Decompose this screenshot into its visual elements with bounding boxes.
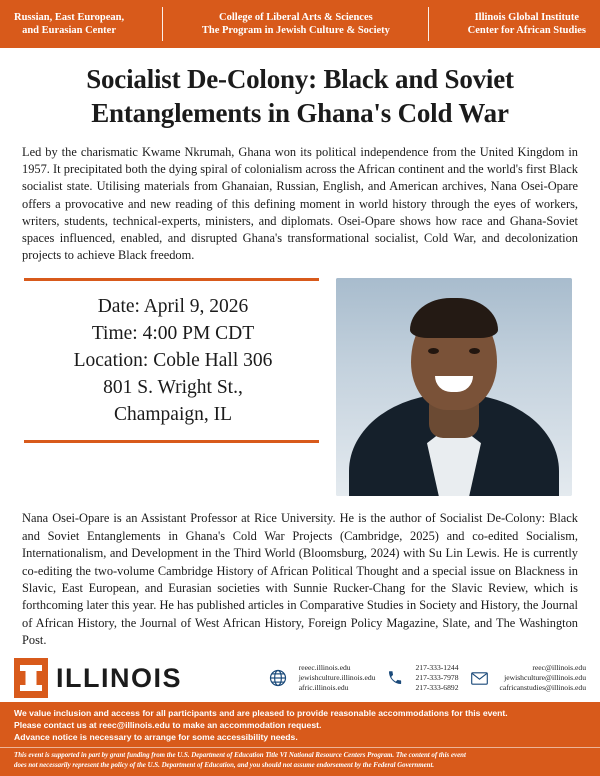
header-unit-reeec-line1: Russian, East European, [14,12,125,23]
page-title: Socialist De-Colony: Black and Soviet Entanglements in Ghana's Cold War [86,64,514,128]
footer-phone-3: 217-333-6892 [415,683,459,693]
header-divider-left [162,7,163,41]
footer-email-3[interactable]: cafricanstudies@illinois.edu [499,683,586,693]
footer-websites [299,663,376,693]
accessibility-line-3: Advance notice is necessary to arrange for some accessibility needs. [14,731,298,742]
event-detail-lines [22,293,324,428]
accessibility-line-1: We value inclusion and access for all participants and are pleased to provide reasonable accommodations for this event. [14,708,508,719]
footer-website-1[interactable]: reeec.illinois.edu [298,663,351,673]
header-unit-reeec-line2: and Eurasian Center [22,25,117,36]
footer-contact-group [269,663,586,693]
footer-phone-1: 217-333-1244 [415,663,459,673]
funding-disclaimer [0,747,600,776]
footer-email-2[interactable]: jewishculture@illinois.edu [504,673,586,683]
accessibility-line-2: Please contact us at reec@illinois.edu to make an accommodation request. [14,720,322,730]
event-details [22,278,332,443]
event-city: Champaign, IL [113,404,233,426]
illinois-wordmark: ILLINOIS [56,662,182,693]
block-i-icon [14,658,48,698]
event-time: Time: 4:00 PM CDT [91,323,255,345]
event-address: 801 S. Wright St., [103,377,243,399]
disclaimer-line-2: does not necessarily represent the policy of the U.S. Department of Education, and you should not assume endorsement by the Federal Government. [14,761,435,769]
header-unit-igi-line1: Illinois Global Institute [474,12,580,23]
event-location: Location: Coble Hall 306 [73,350,273,372]
page-title-container [0,48,600,134]
event-details-block [0,278,600,496]
disclaimer-line-1: This event is supported in part by grant funding from the U.S. Department of Education Title VI National Resource Centers Program. The content of this event [14,752,466,760]
header-unit-las-line2: The Program in Jewish Culture & Society [201,25,390,36]
footer-email-1[interactable]: reec@illinois.edu [532,663,586,673]
footer-contacts-bar [0,654,600,702]
illinois-logo [14,658,182,698]
footer-emails [500,663,587,693]
phone-icon [387,670,403,686]
header-unit-las-line1: College of Liberal Arts & Sciences [219,12,373,23]
header-unit-las [202,11,390,37]
mail-icon [471,672,488,685]
header-unit-igi-line2: Center for African Studies [467,25,586,36]
footer-phone-2: 217-333-7978 [415,673,459,683]
speaker-bio: Nana Osei-Opare is an Assistant Professor at Rice University. He is the author of Socialist De-Colony: Black and Soviet Entanglements in Ghana's Cold War Projects (Cambridge, 2025) and co-edited Socialism, Internationalism, and Development in the Third World (Bloomsburg, 2024) with Su Lin Lewis. He is currently co-editing the two-volume Cambridge History of African Political Thought and a special issue on Blackness in Slavic, East European, and Eurasian societies with Sunnie Rucker-Chang for the Slavic Review, which is forthcoming later this year. He has published articles in Comparative Studies in Society and History, the Journal of African History, the Journal of West African History, Foreign Policy Magazine, Slate, and The Washington Post. [22,511,578,648]
event-date: Date: April 9, 2026 [97,296,249,318]
accessibility-notice [0,702,600,747]
divider-bottom [24,440,319,443]
footer-website-3[interactable]: afric.illinois.edu [298,683,349,693]
divider-top [24,278,319,281]
header-divider-right [428,7,429,41]
header-unit-reeec [14,11,124,37]
speaker-photo [336,278,572,496]
header-unit-igi [468,11,586,37]
footer-website-2[interactable]: jewishculture.illinois.edu [298,673,376,683]
footer-phones [415,663,458,693]
header-bar [0,0,600,48]
abstract-text: Led by the charismatic Kwame Nkrumah, Ghana won its political independence from the United Kingdom in 1957. It precipitated both the dying spiral of colonialism across the African continent and the world's first Black socialist state. Utilising materials from Ghanaian, Russian, English, and American archives, Nana Osei-Opare offers a provocative and new reading of this defining moment in world history through the eyes of workers, writers, students, technical-experts, ministers, and diplomats. Osei-Opare shows how race and Ghana-Soviet spaces influenced, enabled, and disrupted Ghana's transformational socialist, Cold War, and decolonization projects to achieve Black freedom. [22,145,578,263]
globe-icon [269,669,287,687]
footer [0,654,600,776]
